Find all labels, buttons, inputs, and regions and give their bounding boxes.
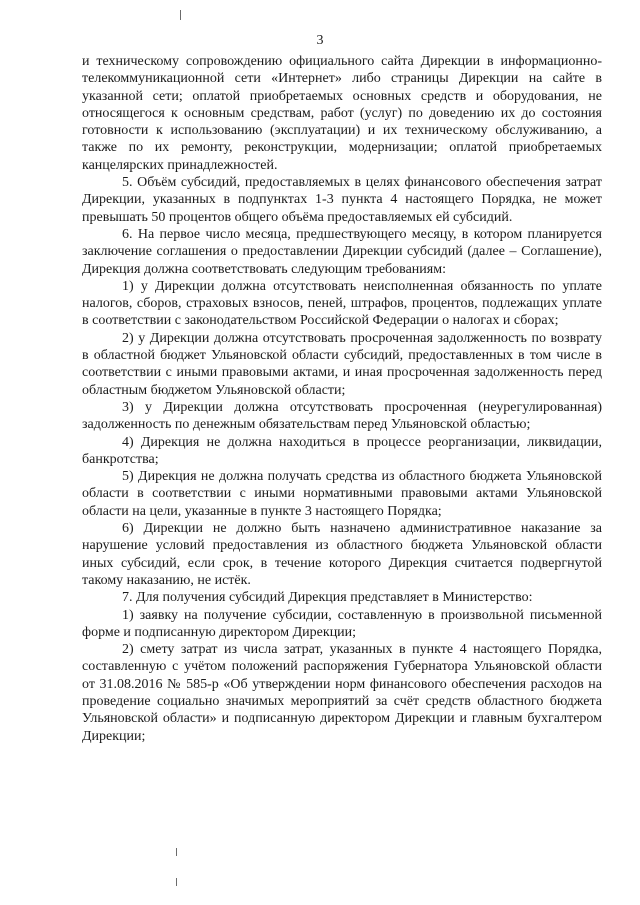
paragraph-item-7: 7. Для получения субсидий Дирекция представляет в Министерство:	[122, 590, 533, 606]
paragraph-item-4-continuation: и техническому сопровождению официального сайта Дирекции в информационно-телекоммуникационной сети «Интернет» либо страницы Дирекции на сайте в указанной сети; оплатой приобретаемых основных средств и оборудования, не относящегося к основным средствам, работ (услуг) по доведению их до состояния готовности к использованию (эксплуатации) и их техническому обслуживанию, а также по их ремонту, реконструкции, модернизации; оплатой приобретаемых канцелярских принадлежностей.	[82, 54, 602, 173]
paragraph-item-5: 5. Объём субсидий, предоставляемых в целях финансового обеспечения затрат Дирекции, указанных в подпунктах 1-3 пункта 4 настоящего Порядка, не может превышать 50 процентов общего объёма предоставляемых ей субсидий.	[82, 175, 602, 225]
paragraph-item-6-4: 4) Дирекция не должна находиться в процессе реорганизации, ликвидации, банкротства;	[82, 434, 602, 467]
scan-artifact-mark	[176, 878, 177, 886]
paragraph-item-6-2: 2) у Дирекции должна отсутствовать просроченная задолженность по возврату в областной бюджет Ульяновской области субсидий, предоставленных в том числе в соответствии с иными правовыми актами, и иная просроченная задолженность перед областным бюджетом Ульяновской области;	[82, 330, 602, 398]
paragraph-item-6-5: 5) Дирекция не должна получать средства из областного бюджета Ульяновской области в соответствии с иными нормативными правовыми актами Ульяновской области на цели, указанные в пункте 3 настоящего Порядка;	[82, 469, 602, 519]
scan-artifact-mark	[176, 848, 177, 856]
paragraph-item-7-1: 1) заявку на получение субсидии, составленную в произвольной письменной форме и подписанную директором Дирекции;	[82, 607, 602, 640]
paragraph-item-6: 6. На первое число месяца, предшествующего месяцу, в котором планируется заключение соглашения о предоставлении Дирекции субсидий (далее – Соглашение), Дирекция должна соответствовать следующим требованиям:	[82, 226, 602, 277]
paragraph-item-6-3: 3) у Дирекции должна отсутствовать просроченная (неурегулированная) задолженность по денежным обязательствам перед Ульяновской областью;	[82, 399, 602, 433]
scan-artifact-mark	[180, 10, 181, 20]
paragraph-item-7-2: 2) смету затрат из числа затрат, указанных в пункте 4 настоящего Порядка, составленную с учётом положений распоряжения Губернатора Ульяновской области от 31.08.2016 № 585-р «Об утверждении норм финансового обеспечения расходов на проведение социально значимых мероприятий за счёт средств областного бюджета Ульяновской области» и подписанную директором Дирекции и главным бухгалтером Дирекции;	[82, 642, 602, 744]
document-body	[82, 53, 602, 745]
paragraph-item-6-1: 1) у Дирекции должна отсутствовать неисполненная обязанность по уплате налогов, сборов, страховых взносов, пеней, штрафов, процентов, подлежащих уплате в соответствии с законодательством Российской Федерации о налогах и сборах;	[82, 278, 602, 329]
paragraph-item-6-6: 6) Дирекции не должно быть назначено административное наказание за нарушение условий предоставления из областного бюджета Ульяновской области иных субсидий, если срок, в течение которого Дирекция считается подвергнутой такому наказанию, не истёк.	[82, 521, 602, 588]
page-number: 3	[316, 33, 324, 48]
